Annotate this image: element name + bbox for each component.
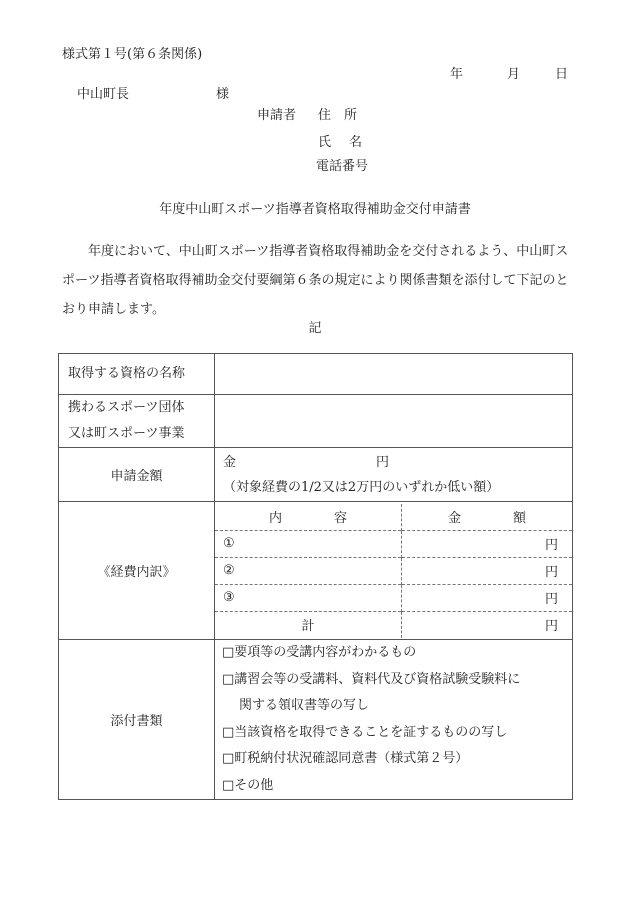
expense-unit: 円 — [402, 557, 573, 584]
expense-header-row — [215, 504, 572, 531]
team-label-line2: 又は町スポーツ事業 — [68, 426, 185, 441]
attachment-item[interactable]: □当該資格を取得できることを証するものの写し — [222, 724, 508, 740]
expense-row-3[interactable] — [215, 584, 572, 611]
total-label: 計 — [215, 611, 402, 638]
expense-unit: 円 — [402, 584, 573, 611]
amount-line — [223, 450, 572, 475]
amount-field[interactable] — [215, 448, 573, 502]
attachments-label: 添付書類 — [59, 640, 215, 800]
name-label-1: 氏 — [318, 135, 332, 150]
expense-table — [215, 504, 572, 638]
amount-label: 申請金額 — [59, 448, 215, 502]
attachments-list — [215, 640, 573, 800]
qualification-row — [59, 354, 573, 395]
qualification-label: 取得する資格の名称 — [59, 354, 215, 395]
date-year-label: 年 — [450, 67, 464, 82]
amount-kin: 金 — [223, 454, 237, 470]
attachment-item-continued: 関する領収書等の写し — [239, 698, 370, 713]
applicant-label: 申請者 — [257, 108, 297, 123]
body-text: 年度において、中山町スポーツ指導者資格取得補助金を交付されるよう、中山町スポーツ指導者資格取得補助金交付要綱第６条の規定により関係書類を添付して下記のとおり申請します。 — [62, 244, 569, 317]
expense-marker: ② — [215, 557, 402, 584]
name-label-2: 名 — [349, 135, 363, 150]
expense-total-row[interactable] — [215, 611, 572, 638]
address-label: 住 所 — [318, 108, 358, 123]
application-table — [58, 353, 573, 800]
total-unit: 円 — [402, 611, 573, 638]
expense-header-amount: 金 額 — [447, 511, 526, 526]
date-month-label: 月 — [507, 67, 521, 82]
team-label-line1: 携わるスポーツ団体 — [68, 400, 185, 415]
name-label — [318, 136, 362, 149]
document-title: 年度中山町スポーツ指導者資格取得補助金交付申請書 — [159, 202, 471, 217]
amount-yen: 円 — [376, 454, 390, 470]
qualification-field[interactable] — [215, 354, 573, 395]
phone-label: 電話番号 — [316, 159, 369, 174]
date-day-label: 日 — [555, 67, 569, 82]
addressee-honorific: 様 — [216, 87, 230, 102]
amount-note: （対象経費の1/2又は2万円のいずれか低い額） — [223, 479, 500, 495]
expense-label: 《経費内訳》 — [59, 502, 215, 640]
team-label — [59, 395, 215, 448]
expense-breakdown — [215, 502, 573, 640]
attachment-item[interactable]: □要項等の受講内容がわかるもの — [222, 645, 417, 660]
expense-marker: ① — [215, 530, 402, 557]
expense-row-1[interactable] — [215, 530, 572, 557]
expense-header-content: 内 容 — [215, 504, 402, 531]
expense-row-2[interactable] — [215, 557, 572, 584]
amount-row — [59, 448, 573, 502]
attachments-row — [59, 640, 573, 800]
attachment-item[interactable]: □その他 — [222, 777, 274, 793]
expense-unit: 円 — [402, 530, 573, 557]
attachment-item[interactable]: □町税納付状況確認同意書（様式第２号） — [222, 751, 469, 766]
attachment-item[interactable]: □講習会等の受講料、資料代及び資格試験受験料に — [222, 671, 521, 687]
team-row — [59, 395, 573, 448]
form-number: 様式第１号(第６条関係) — [62, 47, 203, 62]
ki-marker: 記 — [308, 321, 322, 336]
expense-marker: ③ — [215, 584, 402, 611]
team-field[interactable] — [215, 395, 573, 448]
addressee: 中山町長 — [77, 87, 130, 102]
expense-row — [59, 502, 573, 640]
